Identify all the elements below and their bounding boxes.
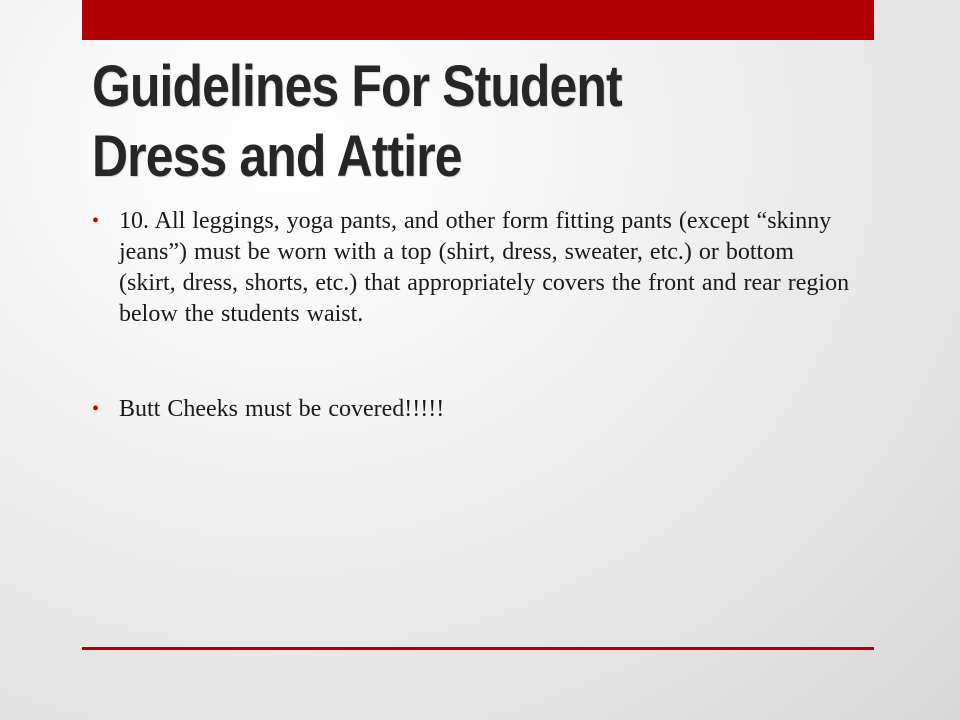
top-accent-bar bbox=[82, 0, 874, 40]
bullet-list bbox=[92, 206, 852, 425]
slide-title bbox=[92, 52, 746, 192]
bullet-item-covered bbox=[92, 394, 852, 425]
bottom-divider bbox=[82, 647, 874, 650]
slide-title-line-2: Dress and Attire bbox=[92, 124, 462, 189]
bullet-icon: • bbox=[92, 398, 100, 420]
slide-title-line-1: Guidelines For Student bbox=[92, 54, 622, 119]
bullet-icon: • bbox=[92, 210, 100, 232]
bullet-text: 10. All leggings, yoga pants, and other form fitting pants (except “skinny jeans”) must be worn with a top (shirt, dress, sweater, etc.) or bottom (skirt, dress, shorts, etc.) that appropriately covers the front and rear region below the students waist. bbox=[119, 208, 850, 327]
bullet-text: Butt Cheeks must be covered!!!!! bbox=[119, 396, 445, 422]
bullet-item-leggings-rule bbox=[92, 206, 852, 330]
